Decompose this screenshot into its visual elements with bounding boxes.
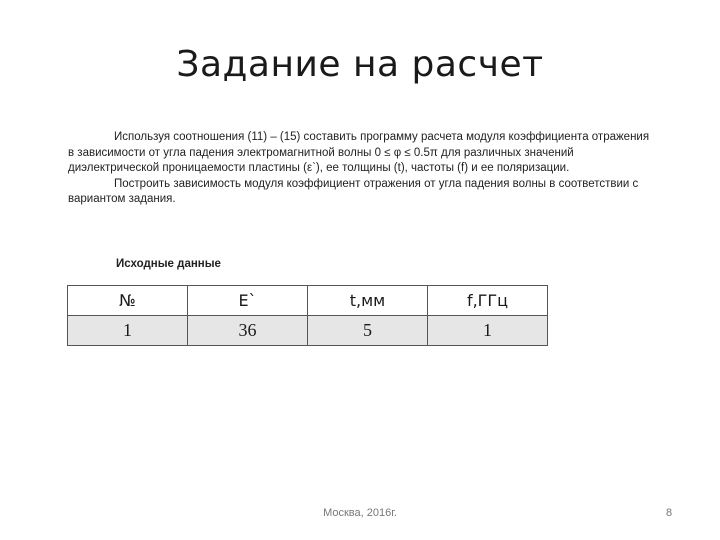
task-description xyxy=(68,130,658,208)
header-cell-permittivity: Е` xyxy=(188,286,308,316)
table-header-row xyxy=(68,286,548,316)
cell-number: 1 xyxy=(68,316,188,346)
header-cell-number: № xyxy=(68,286,188,316)
paragraph-plot: Построить зависимость модуля коэффициент отражения от угла падения волны в соответствии с вариантом задания. xyxy=(68,177,639,205)
initial-data-table xyxy=(67,285,548,346)
paragraph-task: Используя соотношения (11) – (15) составить программу расчета модуля коэффициента отражения в зависимости от угла падения электромагнитной волны 0 ≤ φ ≤ 0.5π для различных значений диэлектрической проницаемости пластины (ε`), ее толщины (t), частоты (f) и ее поляризации. xyxy=(68,131,650,174)
header-cell-frequency: f,ГГц xyxy=(428,286,548,316)
footer-text: Москва, 2016г. xyxy=(323,507,397,519)
table-row xyxy=(68,316,548,346)
cell-permittivity: 36 xyxy=(188,316,308,346)
cell-frequency: 1 xyxy=(428,316,548,346)
slide-title: Задание на расчет xyxy=(176,44,544,85)
page-number: 8 xyxy=(666,507,673,519)
header-cell-thickness: t,мм xyxy=(308,286,428,316)
cell-thickness: 5 xyxy=(308,316,428,346)
initial-data-heading: Исходные данные xyxy=(116,258,221,270)
